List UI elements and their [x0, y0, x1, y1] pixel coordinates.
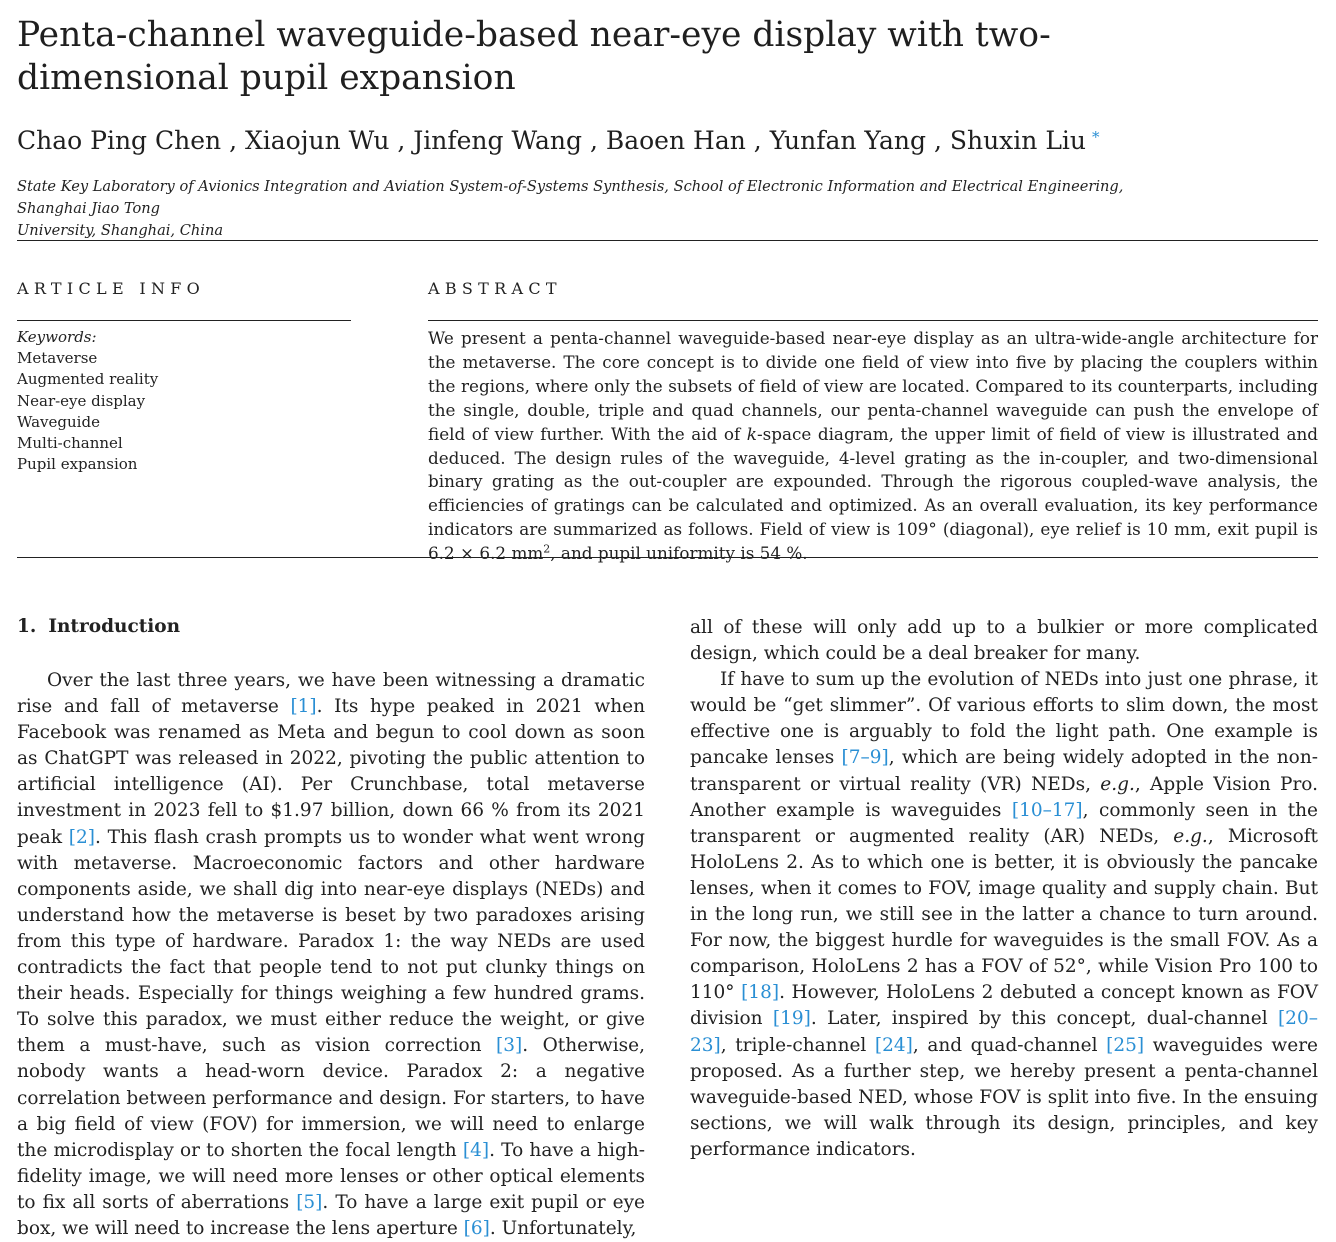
header-divider [17, 240, 1318, 241]
affiliation-line-2: University, Shanghai, China [17, 222, 224, 239]
affiliation [17, 176, 1157, 242]
author-list [17, 124, 1217, 158]
citation-link[interactable]: [7–9] [841, 747, 889, 769]
citation-link[interactable]: [18] [741, 982, 780, 1004]
italic-text: e.g. [1100, 773, 1135, 795]
author-name[interactable]: Shuxin Liu [949, 126, 1087, 155]
citation-link[interactable]: [4] [462, 1139, 490, 1161]
body-column-right [690, 615, 1318, 1163]
keyword: Near-eye display [17, 391, 146, 410]
intro-paragraph-1: Over the last three years, we have been witnessing a dramatic rise and fall of metaverse [1]. Its hype peaked in 2021 when Facebook was renamed as Meta and begun to cool down as soon as ChatGPT was released in 2022, pivoting the public attention to artificial intelligence (AI). Per Crunchbase, total metaverse investment in 2023 fell to $1.97 billion, down 66 % from its 2021 peak [2]. This flash crash prompts us to wonder what went wrong with metaverse. Macroeconomic factors and other hardware components aside, we shall dig into near-eye displays (NEDs) and understand how the metaverse is beset by two paradoxes arising from this type of hardware. Paradox 1: the way NEDs are used contradicts the fact that people tend to not put clunky things on their heads. Especially for things weighing a few hundred grams. To solve this paradox, we must either reduce the weight, or give them a must-have, such as vision correction [3]. Otherwise, nobody wants a head-worn device. Paradox 2: a negative correlation between performance and design. For starters, to have a big field of view (FOV) for immersion, we will need to enlarge the microdisplay or to shorten the focal length [4]. To have a high-fidelity image, we will need more lenses or other optical elements to fix all sorts of aberrations [5]. To have a large exit pupil or eye box, we will need to increase the lens aperture [6]. Unfortunately, [17, 670, 646, 1239]
keyword: Augmented reality [17, 370, 159, 389]
abstract-sup: 2 [543, 542, 551, 556]
keyword-list [17, 348, 158, 476]
author-name[interactable]: Chao Ping Chen [17, 126, 222, 155]
paper-title: Penta-channel waveguide-based near-eye display with two-dimensional pupil expansion [17, 15, 1051, 98]
body-column-left [17, 668, 645, 1242]
author-name[interactable]: Jinfeng Wang [413, 126, 583, 155]
article-info-divider [17, 320, 351, 321]
keywords-label: Keywords: [17, 328, 97, 346]
abstract-text [428, 327, 1318, 566]
abstract-heading: ABSTRACT [428, 279, 562, 298]
keyword: Pupil expansion [17, 455, 138, 474]
author-name[interactable]: Baoen Han [605, 126, 746, 155]
intro-paragraph-2: If have to sum up the evolution of NEDs into just one phrase, it would be “get slimmer”. Of various efforts to slim down, the most effective one is arguably to fold the light path. One example is pancake lenses [7–9], which are being widely adopted in the non-transparent or virtual reality (VR) NEDs, e.g., Apple Vision Pro. Another example is waveguides [10–17], commonly seen in the transparent or augmented reality (AR) NEDs, e.g., Microsoft HoloLens 2. As to which one is better, it is obviously the pancake lenses, when it comes to FOV, image quality and supply chain. But in the long run, we still see in the latter a chance to turn around. For now, the biggest hurdle for waveguides is the small FOV. As a comparison, HoloLens 2 has a FOV of 52°, while Vision Pro 100 to 110° [18]. However, HoloLens 2 debuted a concept known as FOV division [19]. Later, inspired by this concept, dual-channel [20–23], triple-channel [24], and quad-channel [25] waveguides were proposed. As a further step, we hereby present a penta-channel waveguide-based NED, whose FOV is split into five. In the ensuing sections, we will walk through its design, principles, and key performance indicators. [690, 669, 1318, 1160]
abstract-part-c: , and pupil uniformity is 54 %. [550, 543, 808, 564]
section-heading-introduction [17, 614, 180, 640]
citation-link[interactable]: [24] [874, 1034, 913, 1056]
abstract-part-b: -space diagram, the upper limit of field of view is illustrated and deduced. The design rules of the waveguide, 4-level grating as the in-coupler, and two-dimensional binary grating as the out-coupler are expounded. Through the rigorous coupled-wave analysis, the efficiencies of gratings can be calculated and optimized. As an overall evaluation, its key performance indicators are summarized as follows. Field of view is 109° (diagonal), eye relief is 10 mm, exit pupil is 6.2 × 6.2 mm [428, 423, 1318, 564]
citation-link[interactable]: [25] [1106, 1034, 1145, 1056]
author-separator: , [926, 126, 950, 155]
citation-link[interactable]: [10–17] [1011, 799, 1083, 821]
author-name[interactable]: Xiaojun Wu [244, 126, 390, 155]
keyword: Waveguide [17, 412, 100, 431]
author-separator: , [745, 126, 770, 155]
intro-paragraph-1-continued: all of these will only add up to a bulkier or more complicated design, which could be a deal breaker for many. [690, 617, 1318, 665]
citation-link[interactable]: [3] [496, 1035, 523, 1057]
section-number: 1. [17, 616, 37, 637]
citation-link[interactable]: [20–23] [690, 1008, 1318, 1056]
author-separator: , [582, 126, 606, 155]
author-separator: , [221, 126, 245, 155]
author-separator: , [389, 126, 414, 155]
abstract-divider [428, 320, 1318, 321]
citation-link[interactable]: [19] [772, 1008, 811, 1030]
citation-link[interactable]: [5] [296, 1191, 323, 1213]
section-title: Introduction [48, 616, 181, 637]
citation-link[interactable]: [2] [68, 826, 95, 848]
keyword: Multi-channel [17, 434, 123, 453]
citation-link[interactable]: [6] [463, 1217, 490, 1239]
author-name[interactable]: Yunfan Yang [769, 126, 926, 155]
citation-link[interactable]: [1] [290, 696, 317, 718]
corresponding-author-mark[interactable]: * [1092, 128, 1100, 146]
italic-text: e.g. [1173, 825, 1208, 847]
abstract-bottom-divider [17, 557, 1318, 558]
abstract-part-a: We present a penta-channel waveguide-based near-eye display as an ultra-wide-angle architecture for the metaverse. The core concept is to divide one field of view into five by placing the couplers within the regions, where only the subsets of field of view are located. Compared to its counterparts, including the single, double, triple and quad channels, our penta-channel waveguide can push the envelope of field of view further. With the aid of [428, 328, 1318, 444]
article-info-heading: ARTICLE INFO [17, 279, 206, 298]
affiliation-line-1: State Key Laboratory of Avionics Integration and Aviation System-of-Systems Synthesis, School of Electronic Information and Electrical Engineering, Shanghai Jiao Tong [17, 178, 1124, 217]
abstract-k: k [746, 423, 757, 444]
keyword: Metaverse [17, 349, 98, 367]
